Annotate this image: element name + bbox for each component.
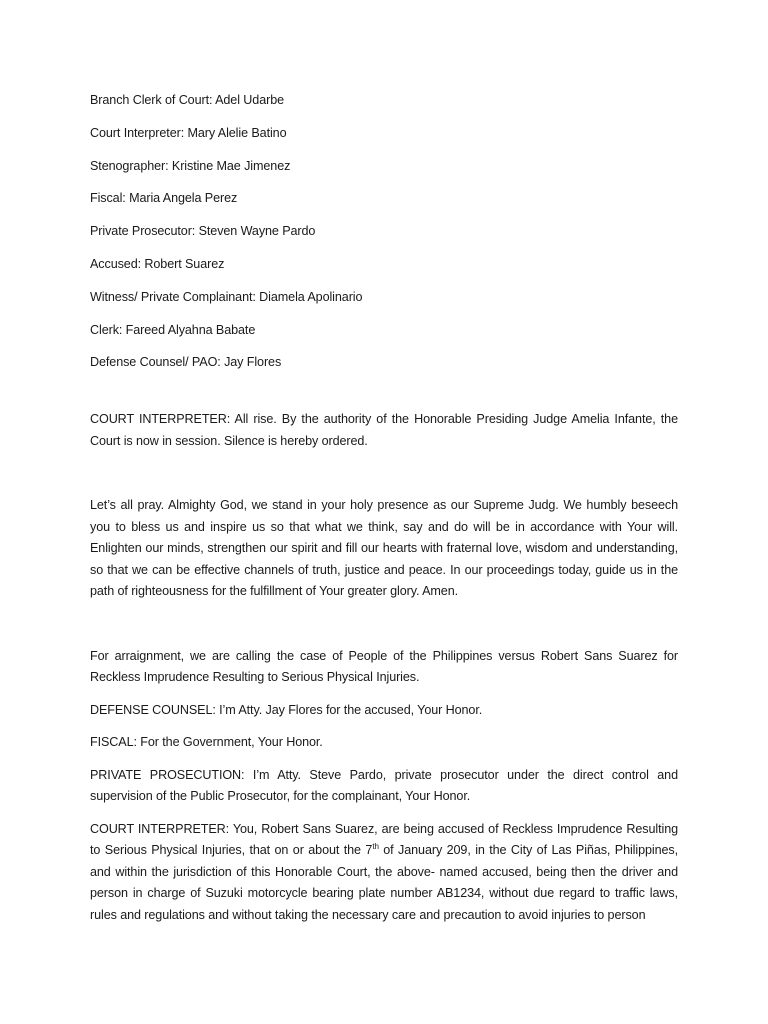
paragraph-fiscal: FISCAL: For the Government, Your Honor. (90, 735, 323, 750)
roster-line: Branch Clerk of Court: Adel Udarbe (90, 93, 284, 107)
charge-text-start: COURT INTERPRETER: You, Robert Sans Suarez, are being accused of Reckless Imprudence Resulting to Serious Physical Injuries, that on or about the 7 (90, 821, 678, 858)
paragraph-defense-counsel: DEFENSE COUNSEL: I’m Atty. Jay Flores for the accused, Your Honor. (90, 702, 483, 717)
roster-line: Clerk: Fareed Alyahna Babate (90, 322, 256, 337)
roster-line: Witness/ Private Complainant: Diamela Apolinario (90, 289, 363, 304)
paragraph-private-prosecution: PRIVATE PROSECUTION: I’m Atty. Steve Pardo, private prosecutor under the direct control and supervision of the Public Prosecutor, for the complainant, Your Honor. (90, 767, 678, 804)
roster-line: Private Prosecutor: Steven Wayne Pardo (90, 224, 316, 239)
roster-line: Stenographer: Kristine Mae Jimenez (90, 158, 291, 173)
charge-text-end: of January 209, in the City of Las Piñas, Philippines, and within the jurisdiction of this Honorable Court, the above- named accused, being then the driver and person in charge of Suzuki motorcycle bearing plate number AB1234, without due regard to traffic laws, rules and regulations and without taking the necessary care and precaution to avoid injuries to person (90, 843, 678, 922)
document-page (90, 90, 678, 926)
roster-line: Defense Counsel/ PAO: Jay Flores (90, 355, 282, 370)
paragraph-arraignment-call: For arraignment, we are calling the case of People of the Philippines versus Robert Sans Suarez for Reckless Imprudence Resulting to Serious Physical Injuries. (90, 648, 678, 685)
roster-line: Accused: Robert Suarez (90, 256, 225, 271)
roster-line: Fiscal: Maria Angela Perez (90, 191, 238, 206)
ordinal-suffix: th (372, 842, 379, 852)
paragraph-charge-reading (90, 819, 678, 927)
paragraph-prayer: Let’s all pray. Almighty God, we stand in your holy presence as our Supreme Judg. We humbly beseech you to bless us and inspire us so that what we think, say and do will be in accordance with Your will. Enlighten our minds, strengthen our spirit and fill our hearts with fraternal love, wisdom and understanding, so that we can be effective channels of truth, justice and peace. In our proceedings today, guide us in the path of righteousness for the fulfillment of Your greater glory. Amen. (90, 498, 678, 599)
roster (90, 90, 678, 374)
paragraph-session-opening: COURT INTERPRETER: All rise. By the authority of the Honorable Presiding Judge Amelia Infante, the Court is now in session. Silence is hereby ordered. (90, 412, 678, 448)
roster-line: Court Interpreter: Mary Alelie Batino (90, 125, 287, 140)
